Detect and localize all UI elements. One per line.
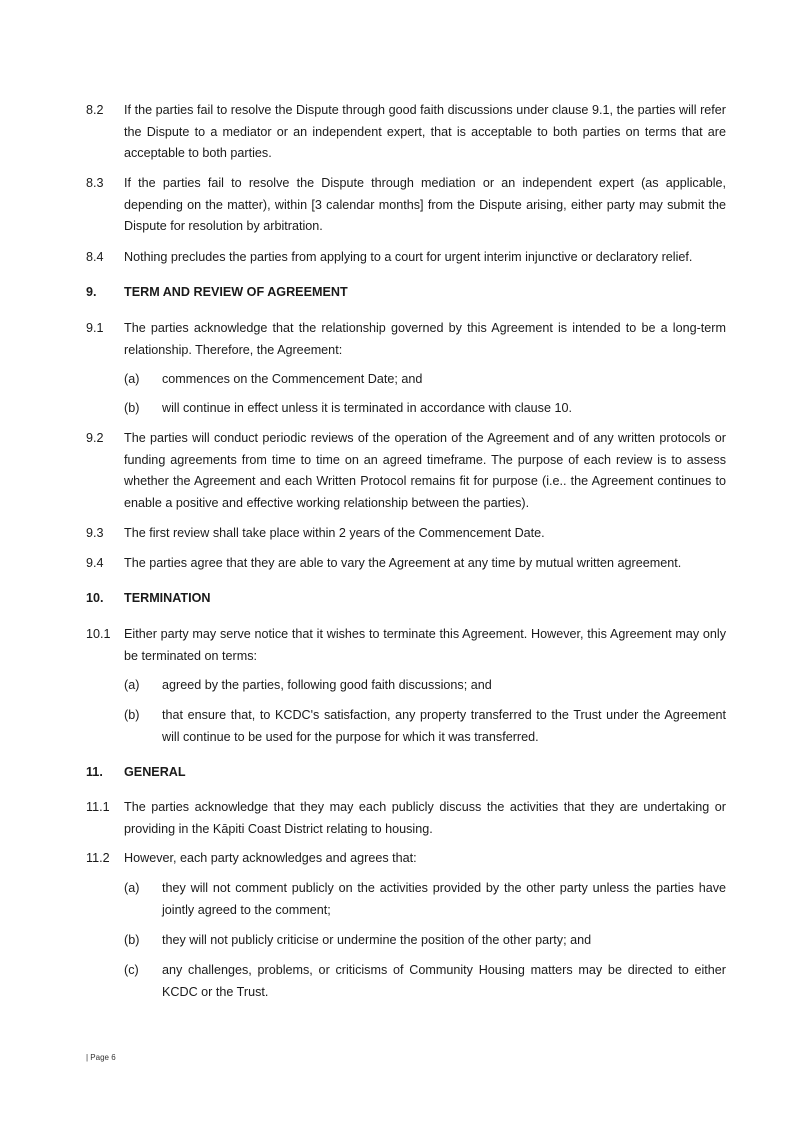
- clause-9-1-b: [124, 398, 726, 420]
- clause-number: 8.3: [86, 176, 104, 190]
- clause-number: 8.4: [86, 250, 104, 264]
- subclause-text: they will not publicly criticise or undermine the position of the other party; and: [162, 933, 592, 947]
- clause-text: If the parties fail to resolve the Dispute through good faith discussions under clause 9.1, the parties will refer the Dispute to a mediator or an independent expert, that is acceptable to both parties on terms that are acceptable to both parties.: [124, 103, 726, 160]
- clause-8-2: [86, 100, 726, 165]
- subclause-text: they will not comment publicly on the activities provided by the other party unless the parties have jointly agreed to the comment;: [162, 881, 726, 917]
- clause-number: 9.3: [86, 526, 104, 540]
- clause-10-1-b: [124, 705, 726, 748]
- subclause-letter: (a): [124, 372, 140, 386]
- clause-8-3: [86, 173, 726, 238]
- clause-8-4: [86, 247, 726, 269]
- clause-text: However, each party acknowledges and agrees that:: [124, 851, 417, 865]
- section-title: TERMINATION: [124, 591, 211, 605]
- clause-text: The parties agree that they are able to vary the Agreement at any time by mutual written agreement.: [124, 556, 682, 570]
- clause-text: If the parties fail to resolve the Dispute through mediation or an independent expert (as applicable, depending on the matter), within [3 calendar months] from the Dispute arising, either party may submit the Dispute for resolution by arbitration.: [124, 176, 726, 233]
- subclause-letter: (b): [124, 708, 140, 722]
- clause-text: The parties will conduct periodic reviews of the operation of the Agreement and of any written protocols or funding agreements from time to time on an agreed timeframe. The purpose of each review is to assess whether the Agreement and each Written Protocol remains fit for purpose (i.e.. the Agreement continues to enable a positive and effective working relationship between the parties).: [124, 431, 726, 510]
- clause-text: The first review shall take place within 2 years of the Commencement Date.: [124, 526, 545, 540]
- subclause-letter: (a): [124, 881, 140, 895]
- clause-text: The parties acknowledge that the relationship governed by this Agreement is intended to be a long-term relationship. Therefore, the Agreement:: [124, 321, 726, 357]
- subclause-text: commences on the Commencement Date; and: [162, 372, 423, 386]
- clause-10-1-a: [124, 675, 726, 697]
- subclause-letter: (a): [124, 678, 140, 692]
- clause-number: 9.4: [86, 556, 104, 570]
- clause-number: 9.1: [86, 321, 104, 335]
- clause-text: Nothing precludes the parties from applying to a court for urgent interim injunctive or declaratory relief.: [124, 250, 693, 264]
- clause-number: 11.1: [86, 800, 110, 814]
- clause-9-2: [86, 428, 726, 514]
- clause-11-1: [86, 797, 726, 840]
- subclause-text: any challenges, problems, or criticisms of Community Housing matters may be directed to either KCDC or the Trust.: [162, 963, 726, 999]
- clause-9-3: [86, 523, 726, 545]
- section-number: 9.: [86, 285, 97, 299]
- subclause-text: will continue in effect unless it is terminated in accordance with clause 10.: [162, 401, 572, 415]
- clause-text: Either party may serve notice that it wishes to terminate this Agreement. However, this Agreement may only be terminated on terms:: [124, 627, 726, 663]
- clause-text: The parties acknowledge that they may each publicly discuss the activities that they are undertaking or providing in the Kāpiti Coast District relating to housing.: [124, 800, 726, 836]
- clause-11-2: [86, 848, 726, 870]
- section-number: 10.: [86, 591, 104, 605]
- subclause-letter: (b): [124, 401, 140, 415]
- subclause-text: agreed by the parties, following good faith discussions; and: [162, 678, 492, 692]
- clause-11-2-a: [124, 878, 726, 921]
- clause-number: 9.2: [86, 431, 104, 445]
- clause-number: 8.2: [86, 103, 104, 117]
- page-number-footer: | Page 6: [86, 1053, 116, 1062]
- clause-11-2-b: [124, 930, 726, 952]
- subclause-letter: (c): [124, 963, 139, 977]
- section-heading-11: [86, 762, 186, 784]
- clause-9-4: [86, 553, 726, 575]
- clause-9-1: [86, 318, 726, 361]
- clause-number: 11.2: [86, 851, 110, 865]
- clause-11-2-c: [124, 960, 726, 1003]
- subclause-letter: (b): [124, 933, 140, 947]
- section-number: 11.: [86, 765, 103, 779]
- section-title: TERM AND REVIEW OF AGREEMENT: [124, 285, 348, 299]
- section-heading-10: [86, 588, 211, 610]
- section-heading-9: [86, 282, 348, 304]
- clause-number: 10.1: [86, 627, 111, 641]
- section-title: GENERAL: [124, 765, 186, 779]
- subclause-text: that ensure that, to KCDC's satisfaction, any property transferred to the Trust under the Agreement will continue to be used for the purpose for which it was transferred.: [162, 708, 726, 744]
- clause-10-1: [86, 624, 726, 667]
- clause-9-1-a: [124, 369, 726, 391]
